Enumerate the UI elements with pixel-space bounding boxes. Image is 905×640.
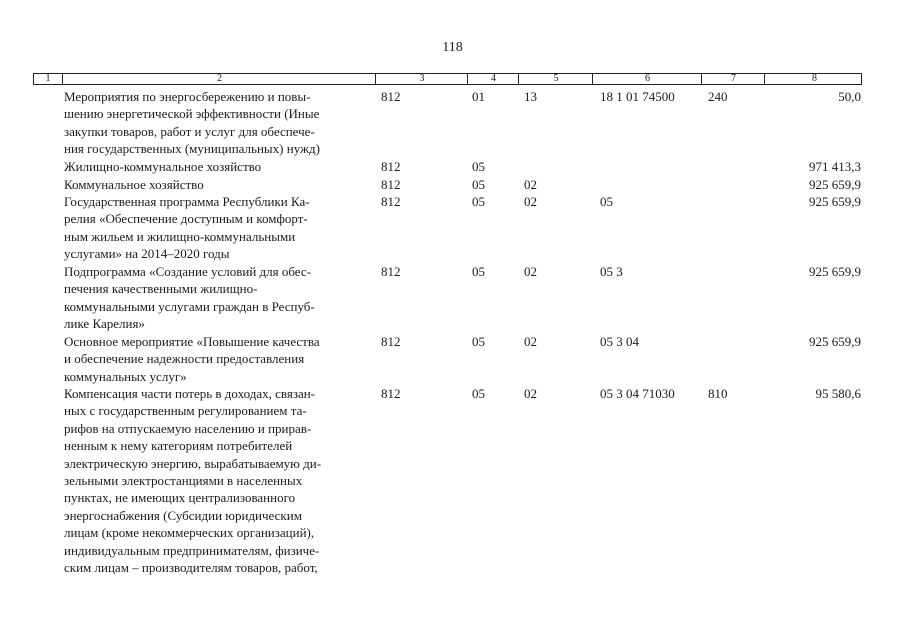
header-cell-5	[518, 73, 593, 85]
row-name	[64, 88, 364, 158]
row-name-line: закупки товаров, работ и услуг для обеспече-	[64, 123, 315, 139]
row-name-line: Жилищно-коммунальное хозяйство	[64, 159, 262, 174]
row-name	[64, 333, 364, 385]
row-subsection-code: 02	[524, 334, 537, 349]
row-name-line: зельными электростанциями в населенных	[64, 473, 303, 489]
header-cell-6-label: 6	[645, 73, 650, 84]
row-name-line: Государственная программа Республики Ка-	[64, 194, 310, 209]
row-amount: 925 659,9	[809, 264, 861, 279]
row-name-line: Основное мероприятие «Повышение качества	[64, 334, 320, 349]
row-amount: 971 413,3	[809, 159, 861, 174]
header-cell-6	[592, 73, 702, 85]
row-name-line: шению энергетической эффективности (Иные	[64, 106, 320, 122]
row-name-line: Мероприятия по энергосбережению и повы-	[64, 89, 311, 104]
header-cell-8-label: 8	[812, 73, 817, 84]
row-name-line: пунктах, не имеющих централизованного	[64, 490, 296, 506]
row-ministry-code: 812	[381, 89, 401, 104]
row-name	[64, 263, 364, 333]
row-name-line: ненным к нему категориям потребителей	[64, 438, 293, 454]
row-target-article: 05 3	[600, 264, 623, 279]
row-section-code: 05	[472, 194, 485, 209]
header-cell-7-label: 7	[731, 73, 736, 84]
header-cell-1-label: 1	[45, 73, 51, 84]
row-section-code: 05	[472, 159, 485, 174]
row-target-article: 05 3 04 71030	[600, 386, 675, 401]
row-amount: 925 659,9	[809, 177, 861, 192]
row-name-line: Подпрограмма «Создание условий для обес-	[64, 264, 311, 279]
row-name	[64, 193, 364, 263]
row-name-line: коммунальными услугами граждан в Респуб-	[64, 298, 315, 314]
header-cell-2-label: 2	[217, 73, 222, 84]
row-name-line: услугами» на 2014–2020 годы	[64, 246, 230, 262]
row-name-line: ния государственных (муниципальных) нужд)	[64, 141, 320, 157]
row-section-code: 05	[472, 386, 485, 401]
row-amount: 50,0	[838, 89, 861, 104]
page-number: 118	[442, 40, 463, 55]
row-amount: 925 659,9	[809, 194, 861, 209]
row-section-code: 01	[472, 89, 485, 104]
row-amount: 95 580,6	[815, 386, 861, 401]
row-section-code: 05	[472, 177, 485, 192]
row-name-line: энергоснабжения (Субсидии юридическим	[64, 507, 302, 523]
row-name-line: рифов на отпускаемую населению и прирав-	[64, 420, 312, 436]
header-cell-4-label: 4	[491, 73, 496, 84]
row-subsection-code: 02	[524, 194, 537, 209]
row-section-code: 05	[472, 334, 485, 349]
row-subsection-code: 02	[524, 386, 537, 401]
table-header-row	[33, 73, 862, 85]
row-name-line: электрическую энергию, вырабатываемую ди-	[64, 455, 322, 471]
row-name-line: индивидуальным предпринимателям, физиче-	[64, 542, 320, 558]
row-subsection-code: 02	[524, 264, 537, 279]
row-ministry-code: 812	[381, 264, 401, 279]
row-ministry-code: 812	[381, 177, 401, 192]
row-name-line: ным жильем и жилищно-коммунальными	[64, 228, 296, 244]
header-cell-5-label: 5	[553, 73, 559, 84]
row-subsection-code: 02	[524, 177, 537, 192]
row-name-line: ским лицам – производителям товаров, работ,	[64, 560, 318, 576]
header-cell-1	[34, 73, 62, 85]
row-name	[64, 176, 364, 193]
row-subsection-code: 13	[524, 89, 537, 104]
row-name-line: лике Карелия»	[64, 316, 145, 332]
row-name	[64, 385, 364, 576]
row-name-line: Коммунальное хозяйство	[64, 177, 204, 192]
header-cell-3	[375, 73, 468, 85]
row-name-line: печения качественными жилищно-	[64, 281, 258, 297]
row-expense-type: 810	[708, 386, 728, 401]
header-cell-3-label: 3	[419, 73, 425, 84]
row-ministry-code: 812	[381, 334, 401, 349]
row-name-line: Компенсация части потерь в доходах, связан-	[64, 386, 316, 401]
row-amount: 925 659,9	[809, 334, 861, 349]
row-target-article: 05	[600, 194, 613, 209]
header-cell-2	[62, 73, 376, 85]
row-target-article: 18 1 01 74500	[600, 89, 675, 104]
row-target-article: 05 3 04	[600, 334, 639, 349]
header-cell-7	[701, 73, 765, 85]
row-ministry-code: 812	[381, 386, 401, 401]
row-ministry-code: 812	[381, 194, 401, 209]
row-ministry-code: 812	[381, 159, 401, 174]
row-expense-type: 240	[708, 89, 728, 104]
header-cell-4	[467, 73, 519, 85]
row-name-line: релия «Обеспечение доступным и комфорт-	[64, 211, 308, 227]
row-name-line: ных с государственным регулированием та-	[64, 403, 307, 419]
header-cell-8	[764, 73, 864, 85]
row-name-line: лицам (кроме некоммерческих организаций),	[64, 525, 315, 541]
row-name-line: и обеспечение надежности предоставления	[64, 351, 305, 367]
row-name-line: коммунальных услуг»	[64, 368, 187, 384]
row-section-code: 05	[472, 264, 485, 279]
row-name	[64, 158, 364, 175]
